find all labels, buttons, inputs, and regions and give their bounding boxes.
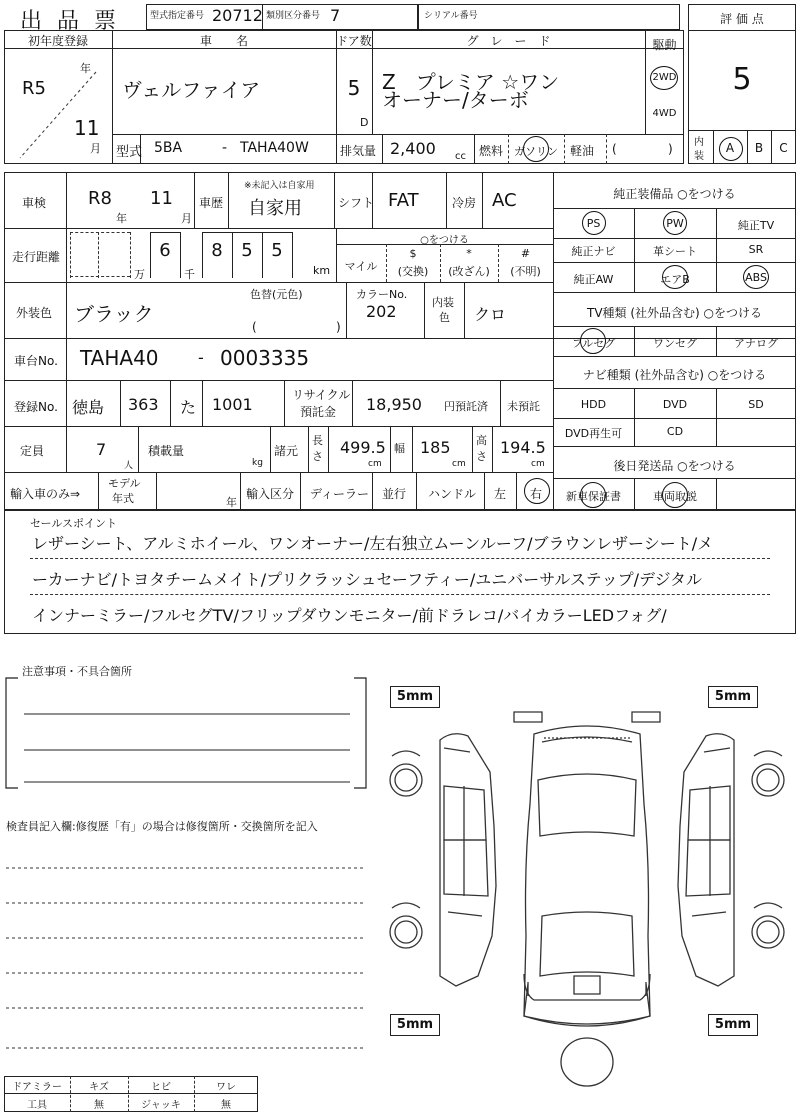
doors-value: 5 (347, 76, 361, 100)
notes-bracket (4, 676, 372, 792)
mileage-digit-3: 6 (159, 240, 171, 261)
color-no-value: 202 (366, 302, 397, 321)
plate-class: 363 (128, 395, 159, 414)
score-value: 5 (732, 62, 752, 97)
equip-ps-circle (582, 211, 606, 235)
interior-a-circle (719, 137, 743, 161)
reg-diagonal (18, 70, 98, 160)
interior-a: A (725, 141, 735, 155)
handle-right-circle (524, 478, 550, 504)
model-code: TAHA40W (240, 140, 309, 156)
color-value: ブラック (74, 302, 154, 326)
equip-pw: PW (666, 217, 684, 230)
inspection-era: R8 (88, 188, 112, 209)
grade-line1: Z プレミア ☆ワン (382, 70, 560, 94)
plate-area: 徳島 (72, 398, 105, 417)
depth-tr: 5mm (708, 686, 758, 708)
sales-line-1: レザーシート、アルミホイール、ワンオーナー/左右独立ムーンルーフ/ブラウンレザーシート/メ (32, 534, 714, 553)
drive-2wd: 2WD (652, 72, 677, 83)
sales-line-2: ーカーナビ/トヨタチームメイト/プリクラッシュセーフティー/ユニバーサルステップ/デジタル (32, 570, 703, 589)
plate-kana: た (180, 398, 197, 417)
shift-value: FAT (388, 190, 419, 211)
mileage-digit-4: 8 (211, 240, 223, 261)
height-value: 194.5 (500, 438, 546, 457)
history-value: 自家用 (248, 198, 302, 219)
inspector-label: 検査員記入欄:修復歴「有」の場合は修復箇所・交換箇所を記入 (6, 820, 318, 833)
model-prefix: 5BA (154, 140, 183, 156)
depth-bl: 5mm (390, 1014, 440, 1036)
later-warranty: 新車保証書 (566, 490, 621, 503)
equip-abs: ABS (745, 271, 767, 284)
equip-pw-circle (663, 211, 687, 235)
equip-abs-circle (743, 265, 769, 289)
handle-right: 右 (530, 487, 543, 501)
width-value: 185 (420, 438, 451, 457)
equip-airbag: エアB (660, 273, 690, 286)
inspector-lines (4, 860, 368, 1060)
plate-number: 1001 (212, 395, 253, 414)
engine-value: 2,400 (390, 139, 436, 158)
capacity-value: 7 (96, 440, 107, 459)
drive-2wd-circle (650, 66, 678, 90)
equip-ps: PS (586, 217, 601, 230)
chassis-number: 0003335 (220, 346, 310, 370)
sales-line-3: インナーミラー/フルセグTV/フリップダウンモニター/前ドラレコ/バイカラーLEDフォグ/ (32, 606, 667, 625)
class-number: 7 (330, 6, 341, 25)
length-value: 499.5 (340, 438, 386, 457)
mileage-digit-5: 5 (241, 240, 253, 261)
depth-tl: 5mm (390, 686, 440, 708)
depth-br: 5mm (708, 1014, 758, 1036)
reg-month: 11 (74, 116, 100, 140)
ac-value: AC (492, 190, 517, 211)
reg-era: R5 (22, 78, 46, 99)
chassis-prefix: TAHA40 (80, 346, 159, 370)
type-number: 20712 (212, 6, 263, 25)
later-warranty-circle (580, 482, 606, 508)
fuel-gasoline-circle (523, 136, 549, 162)
inspection-month: 11 (150, 188, 173, 209)
car-name: ヴェルファイア (122, 78, 261, 102)
later-manual-circle (662, 482, 688, 508)
grade-line2: オーナー/ターボ (382, 88, 529, 112)
fuel-gasoline: ガソリン (514, 145, 558, 158)
car-diagram (378, 676, 796, 1110)
tv-fullseg-circle (580, 328, 606, 354)
later-manual: 車両取説 (653, 490, 697, 503)
interior-color-value: クロ (474, 305, 507, 324)
equip-airbag-circle (662, 265, 688, 289)
form-title: 出 品 票 (20, 9, 120, 34)
tv-fullseg: フルセグ (571, 337, 616, 350)
mileage-digit-6: 5 (271, 240, 283, 261)
recycle-value: 18,950 (366, 395, 422, 414)
